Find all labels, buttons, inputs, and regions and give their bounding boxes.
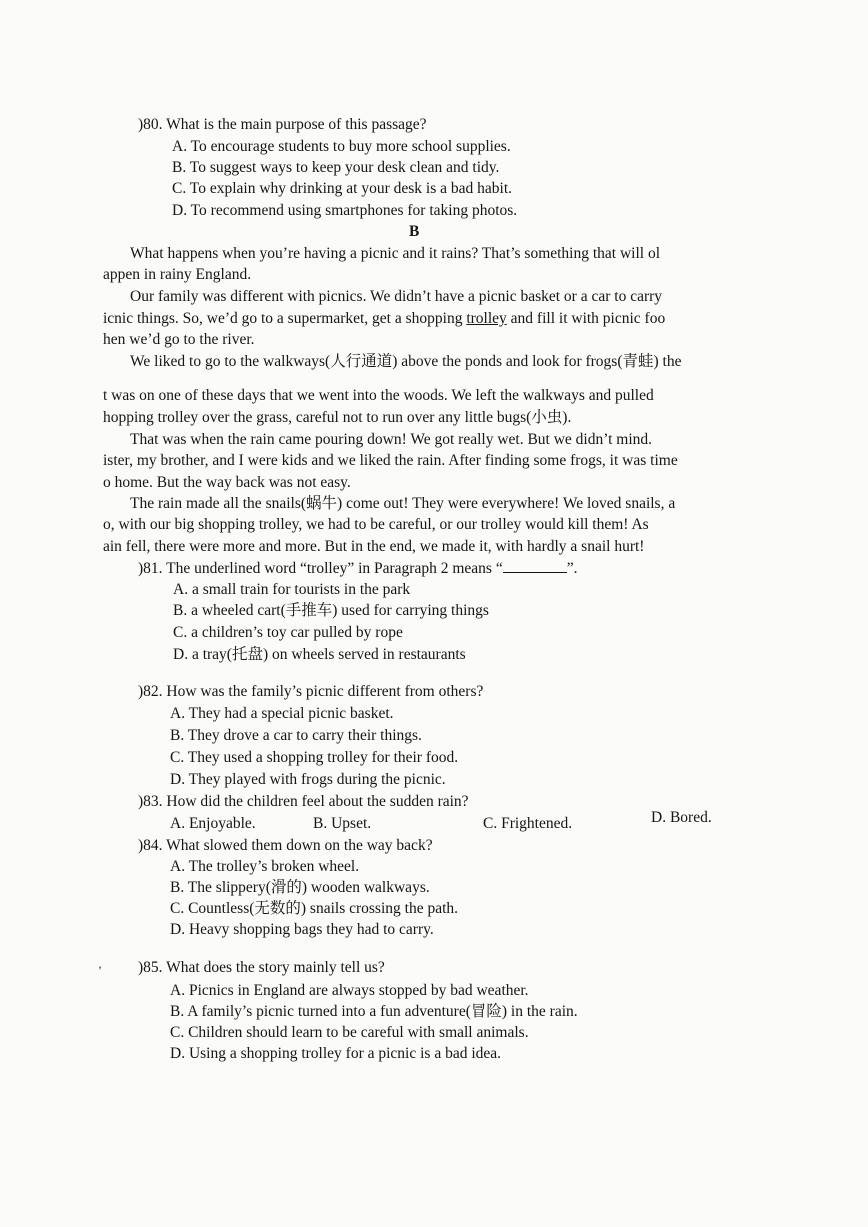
q80-option-a: A. To encourage students to buy more school supplies. [172, 138, 511, 155]
q80-option-b: B. To suggest ways to keep your desk clean and tidy. [172, 159, 500, 176]
q82-option-a: A. They had a special picnic basket. [170, 705, 394, 722]
q81-option-c: C. a children’s toy car pulled by rope [173, 624, 403, 641]
passage-line: icnic things. So, we’d go to a supermarket, get a shopping trolley and fill it with picnic foo [103, 310, 666, 327]
passage-line: That was when the rain came pouring down! We got really wet. But we didn’t mind. [130, 431, 653, 448]
question-84-stem: )84. What slowed them down on the way back? [138, 837, 433, 854]
passage-line: The rain made all the snails(蜗牛) come out! They were everywhere! We loved snails, a [130, 495, 676, 512]
question-81-stem: )81. The underlined word “trolley” in Paragraph 2 means “ ”. [138, 560, 578, 577]
passage-line: ain fell, there were more and more. But in the end, we made it, with hardly a snail hurt! [103, 538, 645, 555]
q84-option-a: A. The trolley’s broken wheel. [170, 858, 360, 875]
q84-option-d: D. Heavy shopping bags they had to carry. [170, 921, 434, 938]
q82-option-b: B. They drove a car to carry their things. [170, 727, 422, 744]
q81-option-a: A. a small train for tourists in the park [173, 581, 411, 598]
question-85-stem: )85. What does the story mainly tell us? [138, 959, 385, 976]
q85-option-d: D. Using a shopping trolley for a picnic is a bad idea. [170, 1045, 502, 1062]
stray-mark: ’ [98, 963, 102, 977]
passage-line: o home. But the way back was not easy. [103, 474, 351, 491]
q80-option-c: C. To explain why drinking at your desk is a bad habit. [172, 180, 513, 197]
section-b-heading: B [409, 223, 420, 240]
q83-option-b: B. Upset. [313, 815, 372, 832]
q84-option-c: C. Countless(无数的) snails crossing the path. [170, 900, 459, 917]
question-83-stem: )83. How did the children feel about the sudden rain? [138, 793, 469, 810]
underlined-word-trolley: trolley [466, 310, 507, 327]
passage-line: t was on one of these days that we went into the woods. We left the walkways and pulled [103, 387, 654, 404]
answer-blank [503, 558, 567, 573]
question-82-stem: )82. How was the family’s picnic different from others? [138, 683, 484, 700]
passage-line: What happens when you’re having a picnic and it rains? That’s something that will ol [130, 245, 661, 262]
passage-line: hopping trolley over the grass, careful not to run over any little bugs(小虫). [103, 409, 572, 426]
passage-line: Our family was different with picnics. We didn’t have a picnic basket or a car to carry [130, 288, 663, 305]
passage-line: hen we’d go to the river. [103, 331, 255, 348]
q82-option-d: D. They played with frogs during the picnic. [170, 771, 446, 788]
q80-option-d: D. To recommend using smartphones for taking photos. [172, 202, 518, 219]
question-80-stem: )80. What is the main purpose of this passage? [138, 116, 427, 133]
q81-option-b: B. a wheeled cart(手推车) used for carrying things [173, 602, 489, 619]
passage-line: ister, my brother, and I were kids and we liked the rain. After finding some frogs, it was time [103, 452, 678, 469]
passage-line: We liked to go to the walkways(人行通道) above the ponds and look for frogs(青蛙) the [130, 353, 682, 370]
q81-option-d: D. a tray(托盘) on wheels served in restaurants [173, 646, 466, 663]
q83-option-d: D. Bored. [651, 809, 712, 826]
q83-option-c: C. Frightened. [483, 815, 573, 832]
q83-option-a: A. Enjoyable. [170, 815, 256, 832]
passage-line: appen in rainy England. [103, 266, 252, 283]
q85-option-a: A. Picnics in England are always stopped by bad weather. [170, 982, 529, 999]
passage-line: o, with our big shopping trolley, we had to be careful, or our trolley would kill them! As [103, 516, 649, 533]
q84-option-b: B. The slippery(滑的) wooden walkways. [170, 879, 430, 896]
q85-option-c: C. Children should learn to be careful with small animals. [170, 1024, 529, 1041]
q82-option-c: C. They used a shopping trolley for their food. [170, 749, 459, 766]
q85-option-b: B. A family’s picnic turned into a fun adventure(冒险) in the rain. [170, 1003, 578, 1020]
